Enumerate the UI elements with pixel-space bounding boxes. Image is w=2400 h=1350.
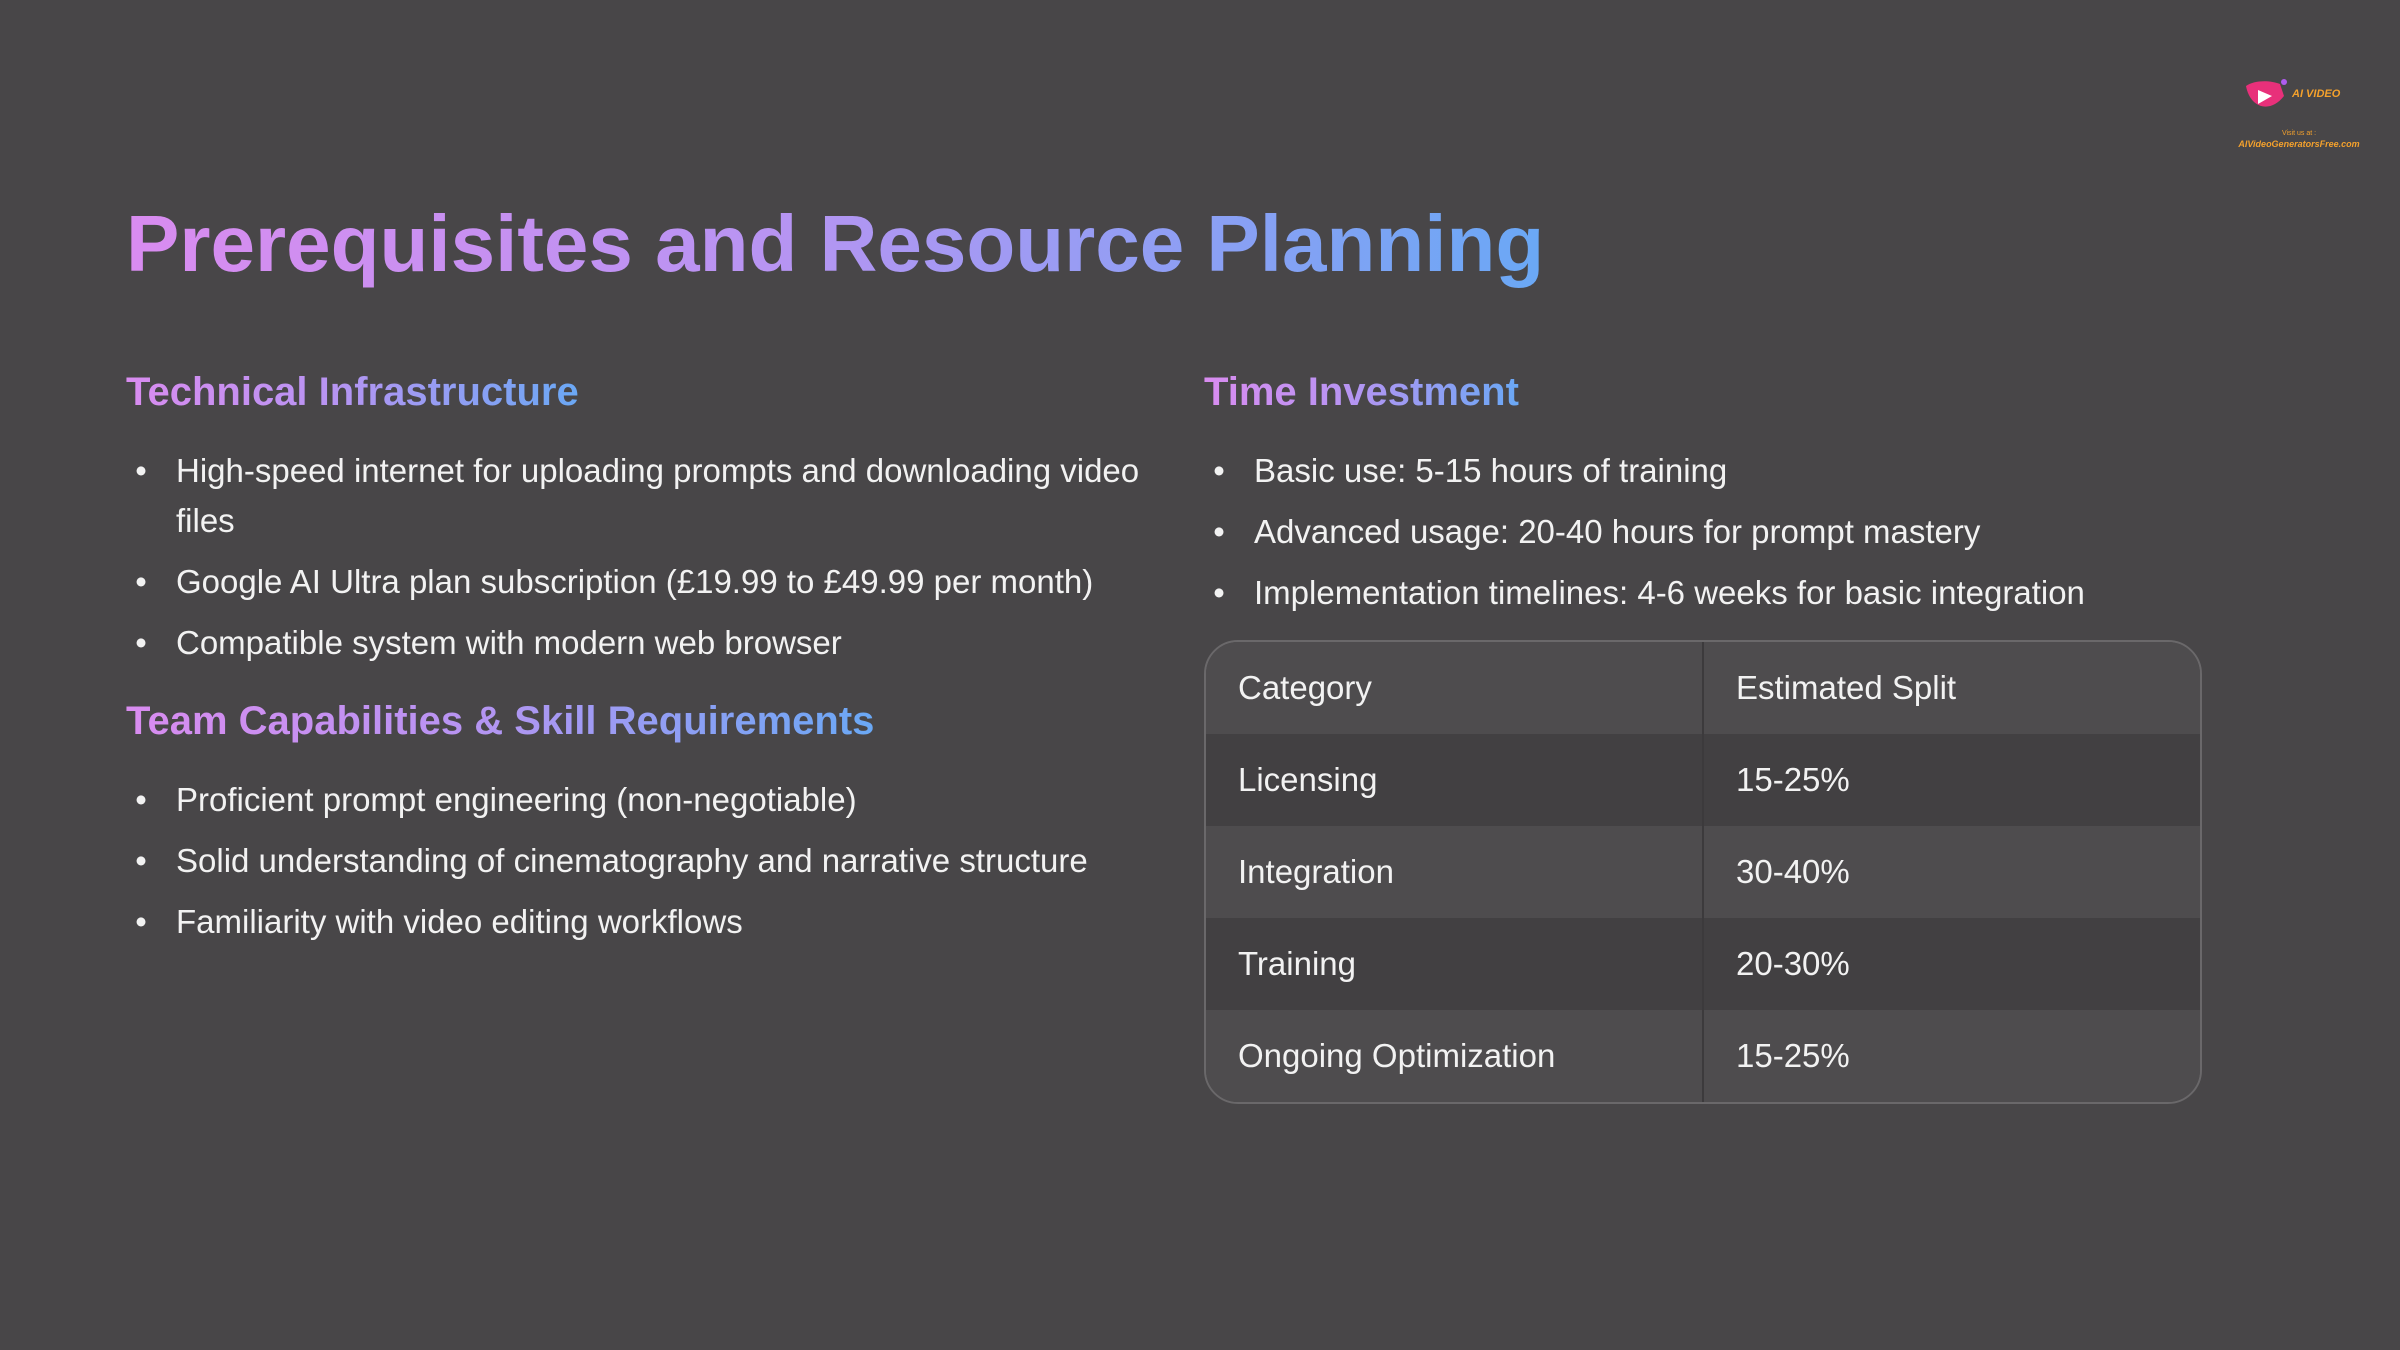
table-cell: Training (1206, 918, 1703, 1010)
bullet-icon: • (1213, 452, 1225, 489)
list-item-text: Solid understanding of cinematography and narrative structure (176, 842, 1088, 879)
list-item-text: Proficient prompt engineering (non-negotiable) (176, 781, 857, 818)
technical-infrastructure-list (126, 446, 1146, 668)
table-row (1206, 918, 2200, 1010)
list-item-text: Familiarity with video editing workflows (176, 903, 743, 940)
technical-infrastructure-heading: Technical Infrastructure (126, 360, 579, 424)
list-item (1204, 568, 2204, 618)
list-item (1204, 507, 2204, 557)
table-cell: Ongoing Optimization (1206, 1010, 1703, 1102)
list-item-text: High-speed internet for uploading prompts and downloading video files (176, 452, 1140, 539)
table-row (1206, 1010, 2200, 1102)
list-item (1204, 446, 2204, 496)
list-item (126, 557, 1146, 607)
logo-brand-text: AI VIDEO (2292, 88, 2341, 100)
list-item-text: Google AI Ultra plan subscription (£19.99 to £49.99 per month) (176, 563, 1094, 600)
table-header-row (1206, 642, 2200, 734)
brand-logo (2232, 74, 2366, 154)
list-item (126, 618, 1146, 668)
list-item-text: Advanced usage: 20-40 hours for prompt mastery (1254, 513, 1981, 550)
list-item (126, 775, 1146, 825)
table-cell: 20-30% (1703, 918, 2200, 1010)
bullet-icon: • (135, 624, 147, 661)
right-column (1204, 360, 2204, 1104)
time-investment-list (1204, 446, 2204, 618)
bullet-icon: • (135, 903, 147, 940)
play-logo-icon (2240, 78, 2290, 116)
bullet-icon: • (135, 781, 147, 818)
list-item-text: Basic use: 5-15 hours of training (1254, 452, 1728, 489)
logo-visit-text: Visit us at : (2281, 130, 2317, 137)
logo-url-text: AIVideoGeneratorsFree.com (2238, 139, 2360, 149)
page-title: Prerequisites and Resource Planning (126, 196, 1544, 292)
cost-split-table (1204, 640, 2202, 1104)
list-item (126, 897, 1146, 947)
table-cell: 15-25% (1703, 734, 2200, 826)
table-cell: Integration (1206, 826, 1703, 918)
left-column (126, 360, 1146, 958)
time-investment-heading: Time Investment (1204, 360, 1519, 424)
bullet-icon: • (1213, 574, 1225, 611)
list-item (126, 446, 1146, 546)
table-cell: 15-25% (1703, 1010, 2200, 1102)
table-header-cell: Category (1206, 642, 1703, 734)
team-capabilities-list (126, 775, 1146, 947)
bullet-icon: • (1213, 513, 1225, 550)
list-item-text: Implementation timelines: 4-6 weeks for basic integration (1254, 574, 2085, 611)
table-header-cell: Estimated Split (1703, 642, 2200, 734)
list-item-text: Compatible system with modern web browser (176, 624, 842, 661)
table-cell: 30-40% (1703, 826, 2200, 918)
bullet-icon: • (135, 842, 147, 879)
table-row (1206, 826, 2200, 918)
list-item (126, 836, 1146, 886)
table-cell: Licensing (1206, 734, 1703, 826)
bullet-icon: • (135, 452, 147, 489)
team-capabilities-heading: Team Capabilities & Skill Requirements (126, 689, 874, 753)
table-row (1206, 734, 2200, 826)
bullet-icon: • (135, 563, 147, 600)
